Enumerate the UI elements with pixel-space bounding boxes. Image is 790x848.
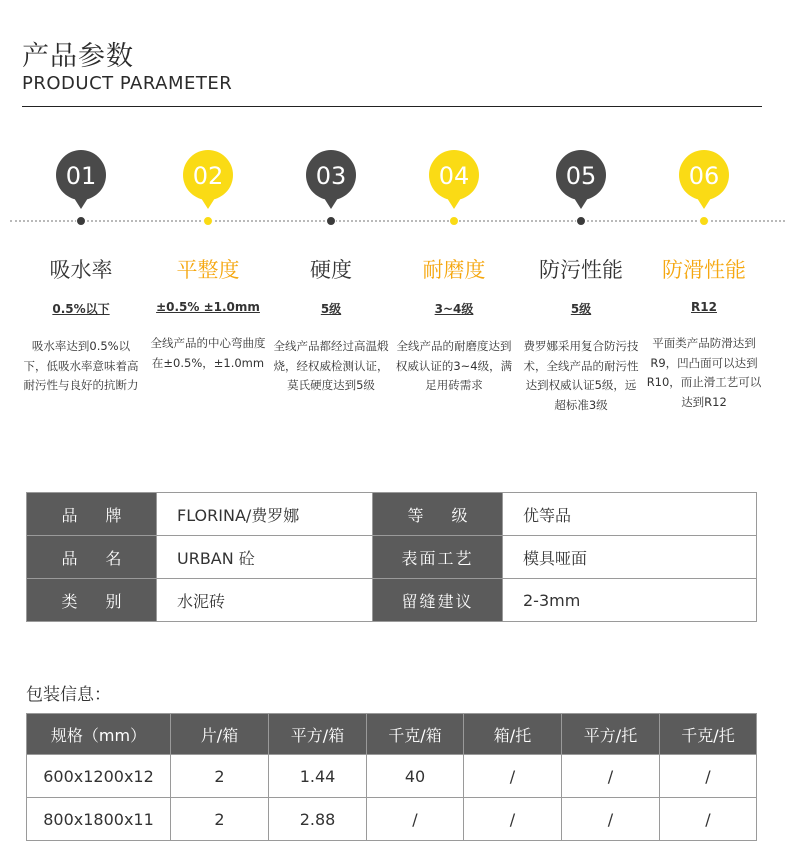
table-cell: 40 bbox=[367, 755, 464, 798]
feature-description: 平面类产品防滑达到R9，凹凸面可以达到R10，而止滑工艺可以达到R12 bbox=[646, 336, 762, 409]
feature-column-4 bbox=[384, 150, 524, 396]
feature-value: 0.5%以下 bbox=[52, 302, 110, 316]
column-header: 平方/箱 bbox=[269, 714, 367, 755]
title-divider bbox=[22, 106, 762, 107]
spec-key: 类别 bbox=[27, 579, 157, 622]
spec-key: 品名 bbox=[27, 536, 157, 579]
feature-value: 3~4级 bbox=[434, 302, 474, 316]
table-cell: / bbox=[660, 798, 757, 841]
table-cell: 1.44 bbox=[269, 755, 367, 798]
feature-value: R12 bbox=[691, 300, 717, 314]
timeline-dot bbox=[699, 216, 709, 226]
spec-key: 留缝建议 bbox=[373, 579, 503, 622]
feature-value: 5级 bbox=[570, 302, 592, 316]
table-row bbox=[27, 579, 757, 622]
feature-column-5 bbox=[511, 150, 651, 415]
table-cell: / bbox=[562, 755, 660, 798]
feature-name: 平整度 bbox=[176, 258, 240, 282]
table-header-row bbox=[27, 714, 757, 755]
spec-value: FLORINA/费罗娜 bbox=[157, 493, 373, 536]
table-cell: 800x1800x11 bbox=[27, 798, 171, 841]
timeline-dot bbox=[576, 216, 586, 226]
feature-name: 防污性能 bbox=[539, 258, 623, 282]
number-badge: 04 bbox=[429, 150, 479, 200]
table-cell: 2.88 bbox=[269, 798, 367, 841]
feature-name: 耐磨度 bbox=[422, 258, 486, 282]
spec-value: 水泥砖 bbox=[157, 579, 373, 622]
table-cell: / bbox=[562, 798, 660, 841]
timeline-dot bbox=[449, 216, 459, 226]
feature-value: ±0.5% ±1.0mm bbox=[156, 300, 260, 314]
table-row bbox=[27, 798, 757, 841]
feature-name: 硬度 bbox=[310, 258, 352, 282]
spec-value: 模具哑面 bbox=[503, 536, 757, 579]
column-header: 箱/托 bbox=[464, 714, 562, 755]
feature-name: 吸水率 bbox=[49, 258, 113, 282]
column-header: 规格（mm） bbox=[27, 714, 171, 755]
feature-description: 吸水率达到0.5%以下，低吸水率意味着高耐污性与良好的抗断力 bbox=[23, 339, 139, 392]
table-cell: / bbox=[464, 755, 562, 798]
table-row bbox=[27, 536, 757, 579]
timeline-dot bbox=[326, 216, 336, 226]
feature-name: 防滑性能 bbox=[662, 258, 746, 282]
spec-key: 等级 bbox=[373, 493, 503, 536]
feature-description: 费罗娜采用复合防污技术，全线产品的耐污性达到权威认证5级，远超标准3级 bbox=[523, 339, 639, 412]
table-cell: / bbox=[660, 755, 757, 798]
spec-table bbox=[26, 492, 757, 622]
number-badge: 01 bbox=[56, 150, 106, 200]
spec-value: URBAN 砼 bbox=[157, 536, 373, 579]
table-cell: 2 bbox=[171, 755, 269, 798]
table-cell: / bbox=[367, 798, 464, 841]
table-cell: / bbox=[464, 798, 562, 841]
feature-description: 全线产品都经过高温煅烧，经权威检测认证，莫氏硬度达到5级 bbox=[273, 339, 389, 392]
column-header: 千克/托 bbox=[660, 714, 757, 755]
timeline-dot bbox=[203, 216, 213, 226]
number-badge: 06 bbox=[679, 150, 729, 200]
column-header: 千克/箱 bbox=[367, 714, 464, 755]
column-header: 平方/托 bbox=[562, 714, 660, 755]
column-header: 片/箱 bbox=[171, 714, 269, 755]
feature-column-3 bbox=[261, 150, 401, 396]
table-cell: 2 bbox=[171, 798, 269, 841]
number-badge: 03 bbox=[306, 150, 356, 200]
packing-table bbox=[26, 713, 757, 841]
page-title: 产品参数 bbox=[22, 41, 134, 72]
table-row bbox=[27, 755, 757, 798]
number-badge: 05 bbox=[556, 150, 606, 200]
feature-column-1 bbox=[11, 150, 151, 396]
feature-description: 全线产品的耐磨度达到权威认证的3~4级，满足用砖需求 bbox=[395, 339, 513, 392]
spec-value: 2-3mm bbox=[503, 579, 757, 622]
number-badge: 02 bbox=[183, 150, 233, 200]
feature-value: 5级 bbox=[320, 302, 342, 316]
packing-info-label: 包装信息： bbox=[26, 685, 111, 705]
page-subtitle: PRODUCT PARAMETER bbox=[22, 73, 233, 94]
spec-key: 表面工艺 bbox=[373, 536, 503, 579]
table-cell: 600x1200x12 bbox=[27, 755, 171, 798]
feature-description: 全线产品的中心弯曲度在±0.5%，±1.0mm bbox=[150, 336, 266, 370]
spec-key: 品牌 bbox=[27, 493, 157, 536]
table-row bbox=[27, 493, 757, 536]
timeline-dot bbox=[76, 216, 86, 226]
feature-column-6 bbox=[634, 150, 774, 412]
spec-value: 优等品 bbox=[503, 493, 757, 536]
feature-column-2 bbox=[138, 150, 278, 373]
